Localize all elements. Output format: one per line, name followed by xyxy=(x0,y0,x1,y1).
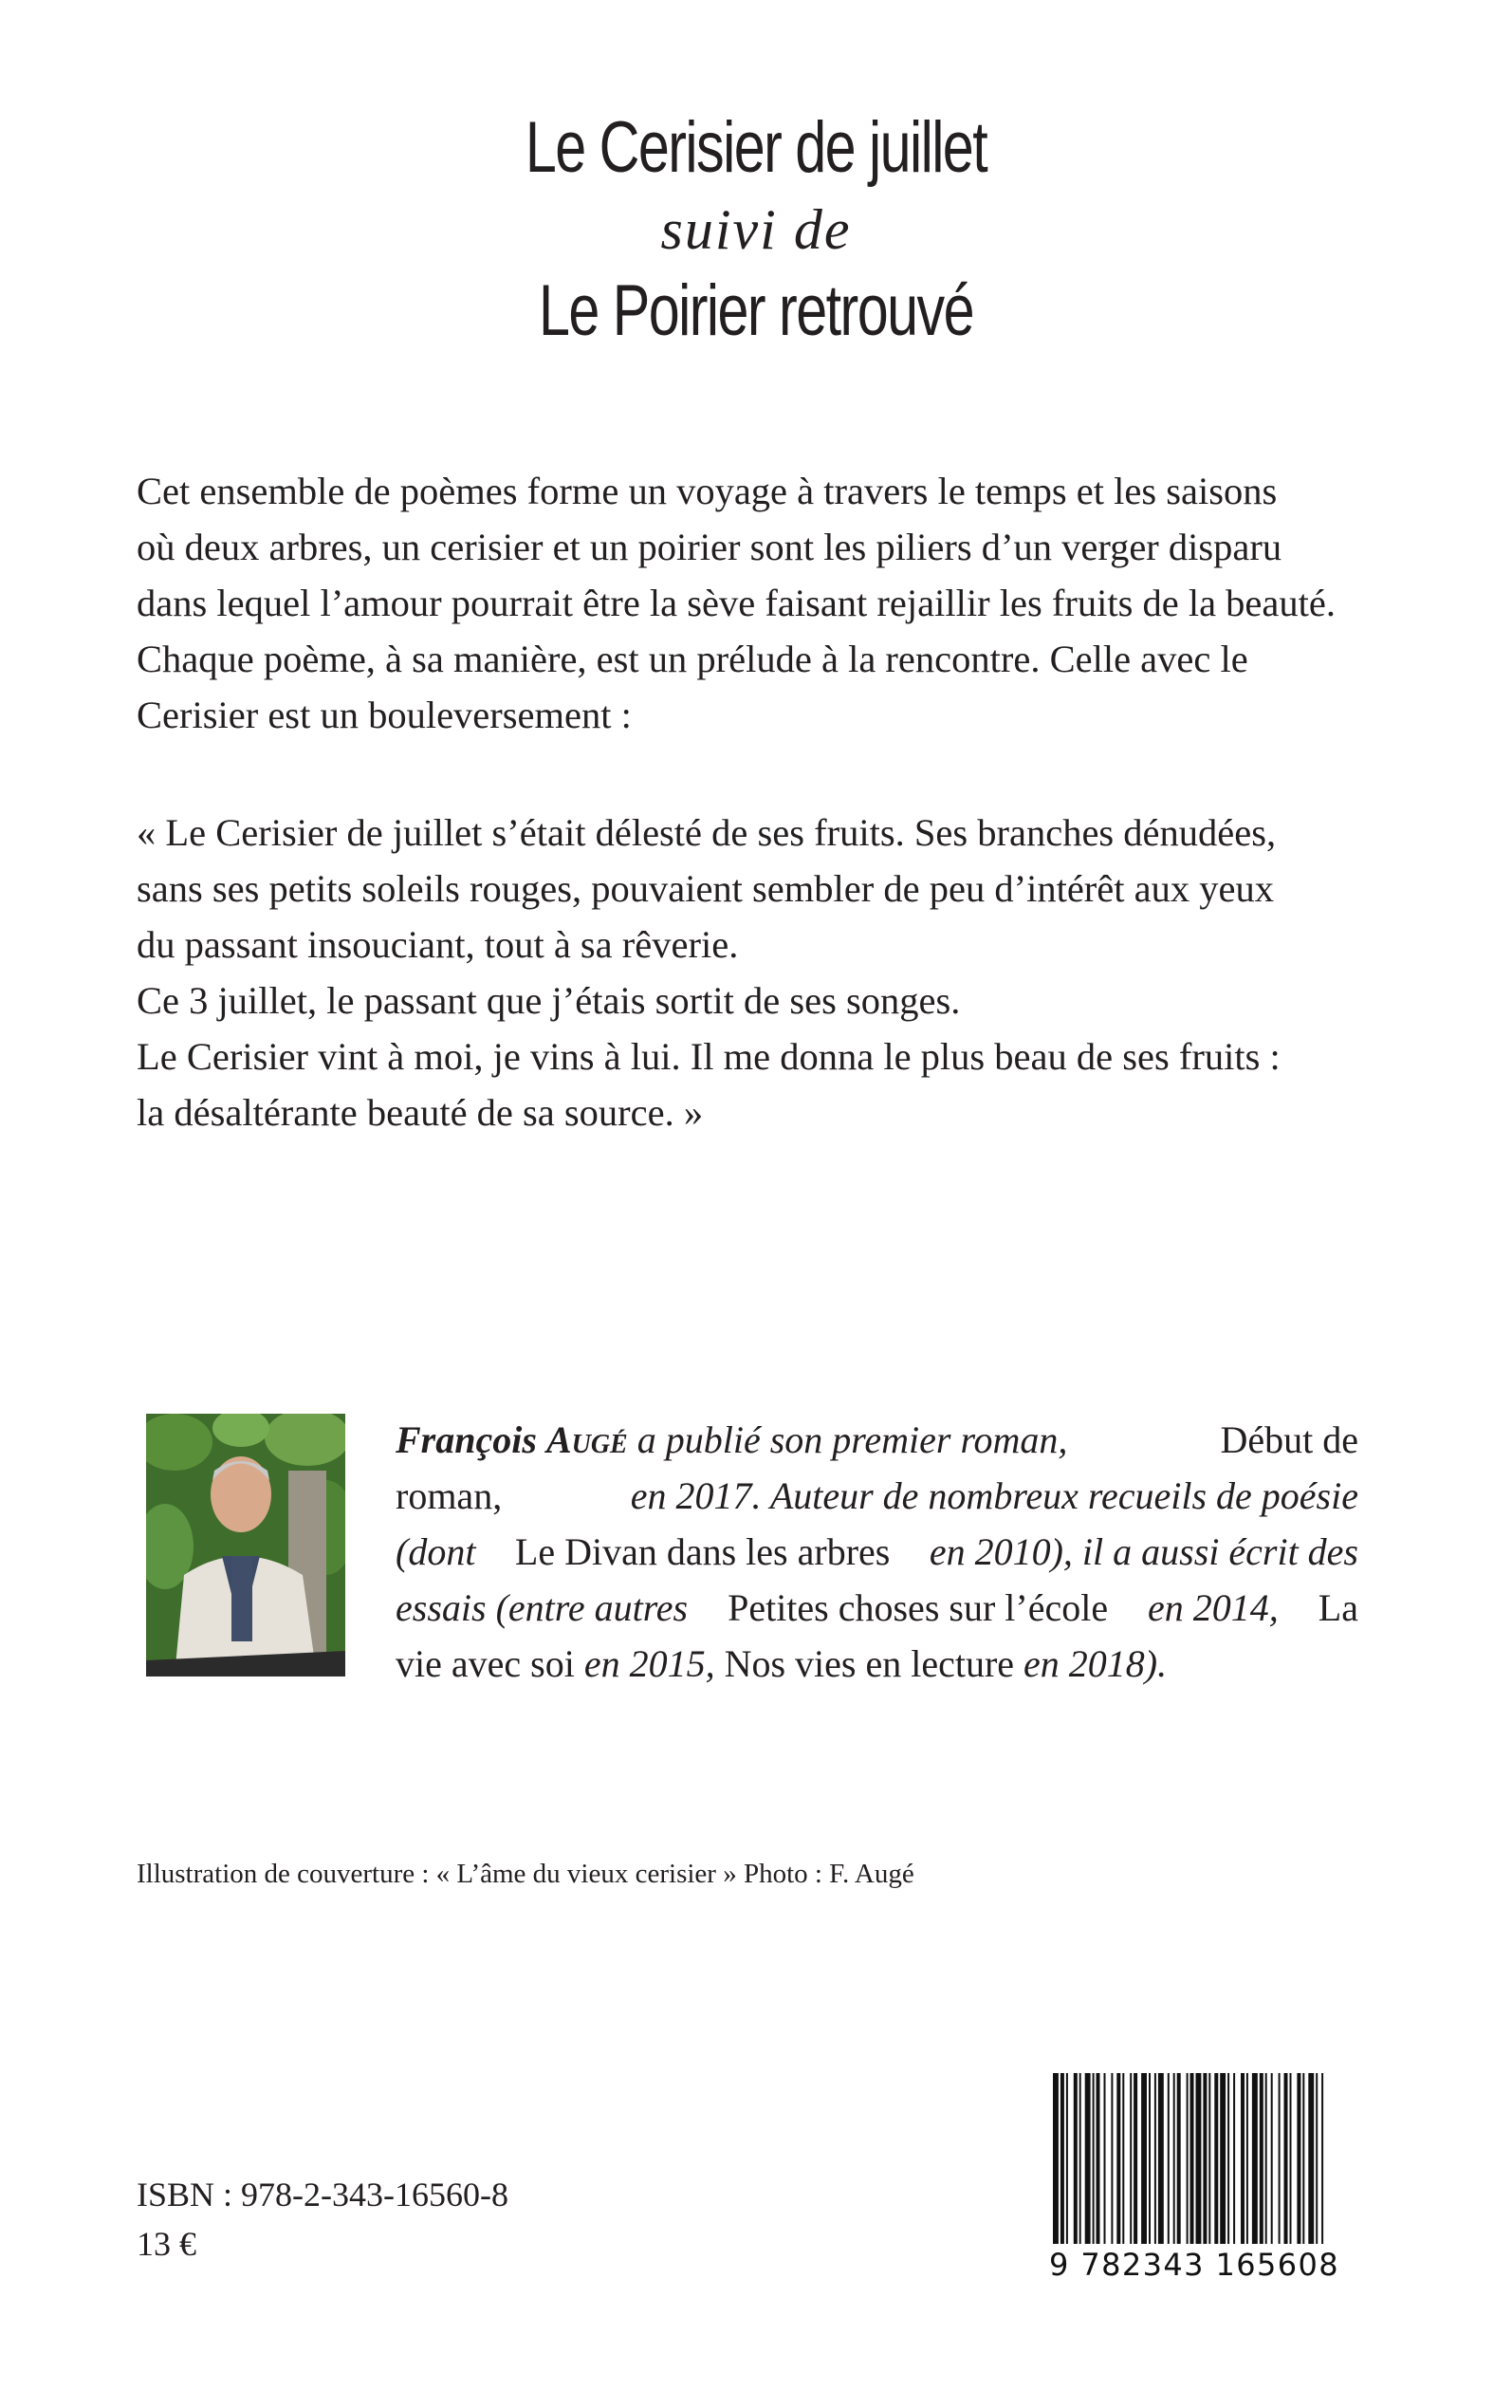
price: 13 € xyxy=(137,2225,196,2263)
barcode-digits: 9 782343 165608 xyxy=(1049,2247,1340,2283)
book-title-ref: Petites choses sur l’école xyxy=(728,1586,1109,1629)
barcode-bar xyxy=(1290,2073,1292,2244)
barcode-bar xyxy=(1053,2073,1059,2244)
barcode-bar xyxy=(1316,2073,1318,2244)
barcode-bar xyxy=(1111,2073,1113,2244)
quote-line: Ce 3 juillet, le passant que j’étais sortit de ses songes. xyxy=(137,979,961,1022)
quote-line: du passant insouciant, tout à sa rêverie. xyxy=(137,923,739,966)
barcode-bar xyxy=(1227,2073,1229,2244)
bio-fragment: en 2017. Auteur de nombreux recueils de poésie xyxy=(630,1474,1358,1517)
barcode-bar xyxy=(1177,2073,1181,2244)
barcode-bar xyxy=(1116,2073,1120,2244)
barcode-bar xyxy=(1302,2073,1304,2244)
barcode-bar xyxy=(1297,2073,1300,2244)
intro-line: Cet ensemble de poèmes forme un voyage à travers le temps et les saisons xyxy=(137,470,1278,512)
barcode-bar xyxy=(1284,2073,1288,2244)
barcode-bar xyxy=(1066,2073,1068,2244)
barcode-bar xyxy=(1097,2073,1100,2244)
intro-line: dans lequel l’amour pourrait être la sève faisant rejaillir les fruits de la beauté. xyxy=(137,582,1336,624)
bio-line xyxy=(396,1580,1358,1636)
bio-fragment: essais (entre autres xyxy=(396,1586,689,1629)
bio-fragment: a publié son premier roman, xyxy=(636,1418,1068,1461)
barcode-bar xyxy=(1265,2073,1267,2244)
barcode-bar xyxy=(1246,2073,1248,2244)
book-title-ref: Début de xyxy=(1220,1418,1358,1461)
barcode-bar xyxy=(1168,2073,1170,2244)
barcode-bar xyxy=(1074,2073,1078,2244)
barcode-bar xyxy=(1203,2073,1207,2244)
intro-paragraph xyxy=(137,463,1370,743)
barcode-bar xyxy=(1104,2073,1106,2244)
book-second-title: Le Poirier retrouvé xyxy=(538,270,974,351)
bio-fragment xyxy=(396,1412,1067,1468)
barcode-bar xyxy=(1271,2073,1273,2244)
bio-line xyxy=(396,1524,1358,1580)
barcode-bar xyxy=(1208,2073,1210,2244)
barcode-bar xyxy=(1187,2073,1189,2244)
bio-fragment: en 2010), il a aussi écrit des xyxy=(929,1530,1358,1573)
book-title-ref: roman, xyxy=(396,1474,503,1517)
quote-line: sans ses petits soleils rouges, pouvaient sembler de peu d’intérêt aux yeux xyxy=(137,867,1274,910)
barcode-bar xyxy=(1134,2073,1137,2244)
title-block xyxy=(0,104,1512,355)
barcode-bar xyxy=(1252,2073,1258,2244)
book-title-ref: vie avec soi xyxy=(396,1642,575,1685)
bio-line xyxy=(396,1412,1358,1468)
bio-fragment: en 2014, xyxy=(1148,1586,1279,1629)
barcode-bar xyxy=(1154,2073,1156,2244)
barcode-bar xyxy=(1190,2073,1194,2244)
barcode-bar xyxy=(1220,2073,1226,2244)
isbn: ISBN : 978-2-343-16560-8 xyxy=(137,2176,508,2214)
book-title-ref: Le Divan dans les arbres xyxy=(514,1530,891,1573)
author-bio xyxy=(396,1412,1358,1692)
book-title: Le Cerisier de juillet xyxy=(525,107,987,188)
barcode-bar xyxy=(1321,2073,1323,2244)
bio-line xyxy=(396,1636,1358,1692)
barcode-bar xyxy=(1122,2073,1124,2244)
barcode-bar xyxy=(1279,2073,1281,2244)
quote-line: la désaltérante beauté de sa source. » xyxy=(137,1091,704,1134)
bio-fragment: en 2018). xyxy=(1023,1642,1168,1685)
barcode-bar xyxy=(1158,2073,1164,2244)
barcode-bar xyxy=(1233,2073,1235,2244)
bio-fragment: (dont xyxy=(396,1530,476,1573)
author-photo-illustration xyxy=(146,1414,345,1676)
author-first-name: François xyxy=(396,1418,537,1461)
title-connector: suivi de xyxy=(660,198,852,261)
barcode-bar xyxy=(1308,2073,1314,2244)
author-photo xyxy=(146,1414,345,1676)
quote-line: Le Cerisier vint à moi, je vins à lui. Il me donna le plus beau de ses fruits : xyxy=(137,1035,1281,1078)
quote-paragraph xyxy=(137,805,1370,1140)
intro-line: où deux arbres, un cerisier et un poirier sont les piliers d’un verger disparu xyxy=(137,526,1282,568)
barcode-bar xyxy=(1196,2073,1202,2244)
barcode-bar xyxy=(1241,2073,1245,2244)
barcode-bars xyxy=(1053,2073,1374,2244)
barcode-bar xyxy=(1085,2073,1091,2244)
bio-fragment: en 2015, xyxy=(583,1642,715,1685)
author-last-name: Augé xyxy=(545,1418,628,1461)
barcode-bar xyxy=(1260,2073,1263,2244)
barcode-bar xyxy=(1149,2073,1151,2244)
book-title-ref: La xyxy=(1318,1586,1358,1629)
quote-line: « Le Cerisier de juillet s’était délesté de ses fruits. Ses branches dénudées, xyxy=(137,811,1277,854)
barcode-bar xyxy=(1060,2073,1064,2244)
barcode-bar xyxy=(1079,2073,1081,2244)
intro-line: Chaque poème, à sa manière, est un prélude à la rencontre. Celle avec le xyxy=(137,638,1248,680)
barcode-bar xyxy=(1141,2073,1147,2244)
barcode-bar xyxy=(1093,2073,1095,2244)
intro-line: Cerisier est un bouleversement : xyxy=(137,694,632,736)
barcode-bar xyxy=(1173,2073,1175,2244)
barcode-bar xyxy=(1214,2073,1218,2244)
book-title-ref: Nos vies en lecture xyxy=(724,1642,1015,1685)
cover-credit: Illustration de couverture : « L’âme du vieux cerisier » Photo : F. Augé xyxy=(137,1859,914,1889)
bio-line xyxy=(396,1468,1358,1524)
barcode-bar xyxy=(1130,2073,1132,2244)
